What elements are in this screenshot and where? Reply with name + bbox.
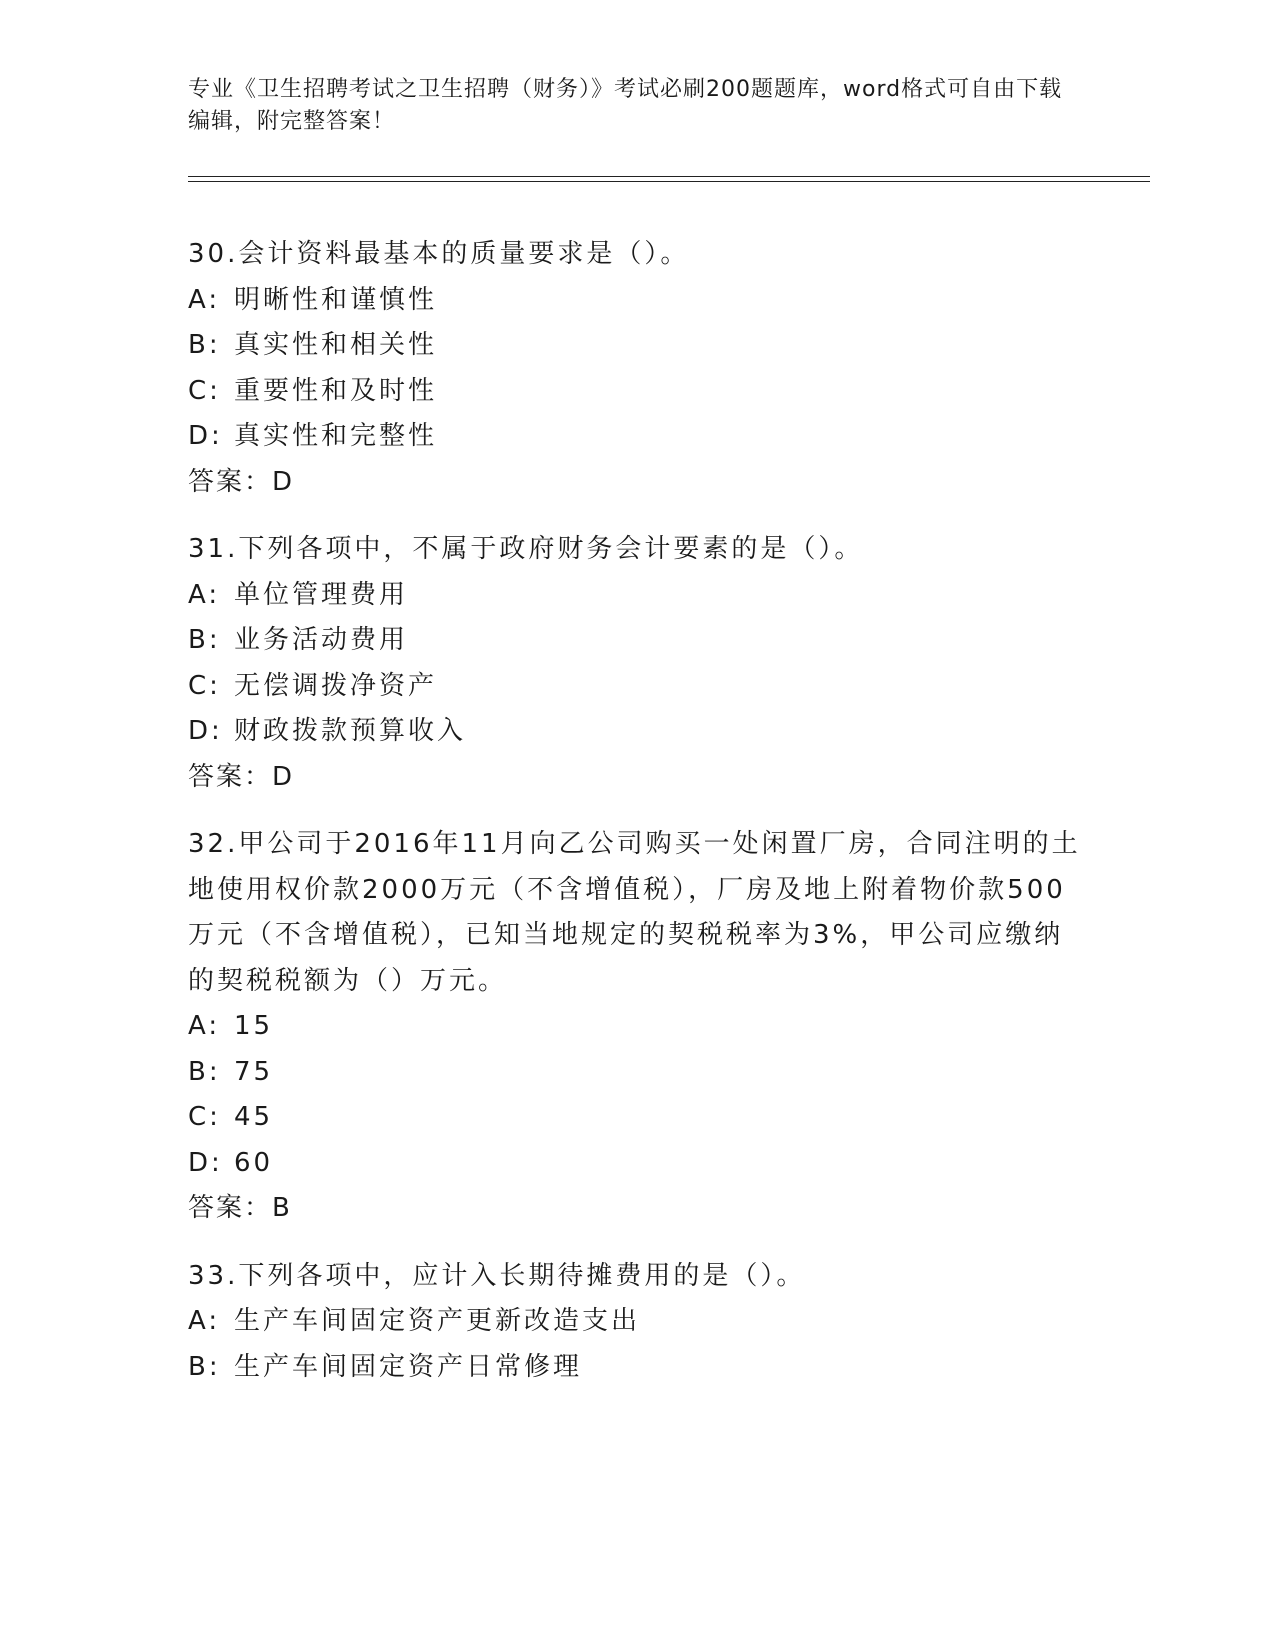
header-divider-bottom	[188, 181, 1150, 182]
option-letter: D:	[188, 1147, 223, 1178]
question-stem: 33.下列各项中，应计入长期待摊费用的是（）。	[188, 1260, 806, 1291]
option-b	[188, 1345, 1088, 1391]
option-text: 业务活动费用	[234, 625, 409, 655]
document-header: 专业《卫生招聘考试之卫生招聘（财务）》考试必刷200题题库，word格式可自由下载编辑，附完整答案！	[188, 77, 1063, 134]
option-letter: B:	[188, 1056, 221, 1087]
option-text: 明晰性和谨慎性	[234, 284, 438, 315]
option-letter: B:	[188, 330, 221, 360]
option-text: 真实性和相关性	[234, 330, 438, 360]
question-list	[188, 232, 1088, 1412]
option-a	[188, 1299, 1088, 1345]
option-text: 单位管理费用	[234, 579, 409, 610]
header-divider-top	[188, 176, 1150, 177]
option-letter: A:	[188, 1011, 221, 1041]
option-letter: B:	[188, 1351, 221, 1382]
question-stem: 30.会计资料最基本的质量要求是（）。	[188, 239, 690, 269]
option-text: 真实性和完整性	[234, 421, 438, 451]
option-letter: B:	[188, 625, 221, 655]
option-letter: A:	[188, 1306, 221, 1336]
option-text: 无偿调拨净资产	[234, 670, 438, 701]
option-d	[188, 1141, 1088, 1187]
answer-text: 答案：D	[188, 466, 295, 497]
answer-text: 答案：B	[188, 1193, 292, 1223]
option-text: 45	[234, 1102, 274, 1132]
option-a	[188, 1004, 1088, 1050]
question-31	[188, 527, 1088, 800]
question-30	[188, 232, 1088, 505]
option-letter: A:	[188, 579, 221, 610]
option-letter: C:	[188, 1102, 221, 1132]
option-d	[188, 414, 1088, 460]
option-text: 生产车间固定资产日常修理	[234, 1351, 583, 1382]
option-d	[188, 709, 1088, 755]
option-text: 生产车间固定资产更新改造支出	[234, 1306, 641, 1336]
option-letter: D:	[188, 716, 223, 746]
option-c	[188, 369, 1088, 415]
option-letter: D:	[188, 421, 223, 451]
option-text: 重要性和及时性	[234, 375, 438, 406]
answer-text: 答案：D	[188, 761, 295, 792]
question-stem: 32.甲公司于2016年11月向乙公司购买一处闲置厂房，合同注明的土地使用权价款2000万元（不含增值税），厂房及地上附着物价款500万元（不含增值税），已知当地规定的契税税率为3%，甲公司应缴纳的契税税额为（）万元。	[188, 829, 1081, 996]
question-stem: 31.下列各项中，不属于政府财务会计要素的是（）。	[188, 534, 864, 564]
option-a	[188, 278, 1088, 324]
option-letter: C:	[188, 375, 221, 406]
option-c	[188, 1095, 1088, 1141]
option-b	[188, 323, 1088, 369]
question-32	[188, 822, 1088, 1232]
option-a	[188, 573, 1088, 619]
option-text: 15	[234, 1011, 274, 1041]
option-letter: C:	[188, 670, 221, 701]
option-text: 财政拨款预算收入	[234, 716, 467, 746]
option-c	[188, 664, 1088, 710]
question-33	[188, 1254, 1088, 1391]
option-text: 75	[234, 1056, 274, 1087]
option-text: 60	[234, 1147, 274, 1178]
option-b	[188, 1050, 1088, 1096]
option-letter: A:	[188, 284, 221, 315]
option-b	[188, 618, 1088, 664]
